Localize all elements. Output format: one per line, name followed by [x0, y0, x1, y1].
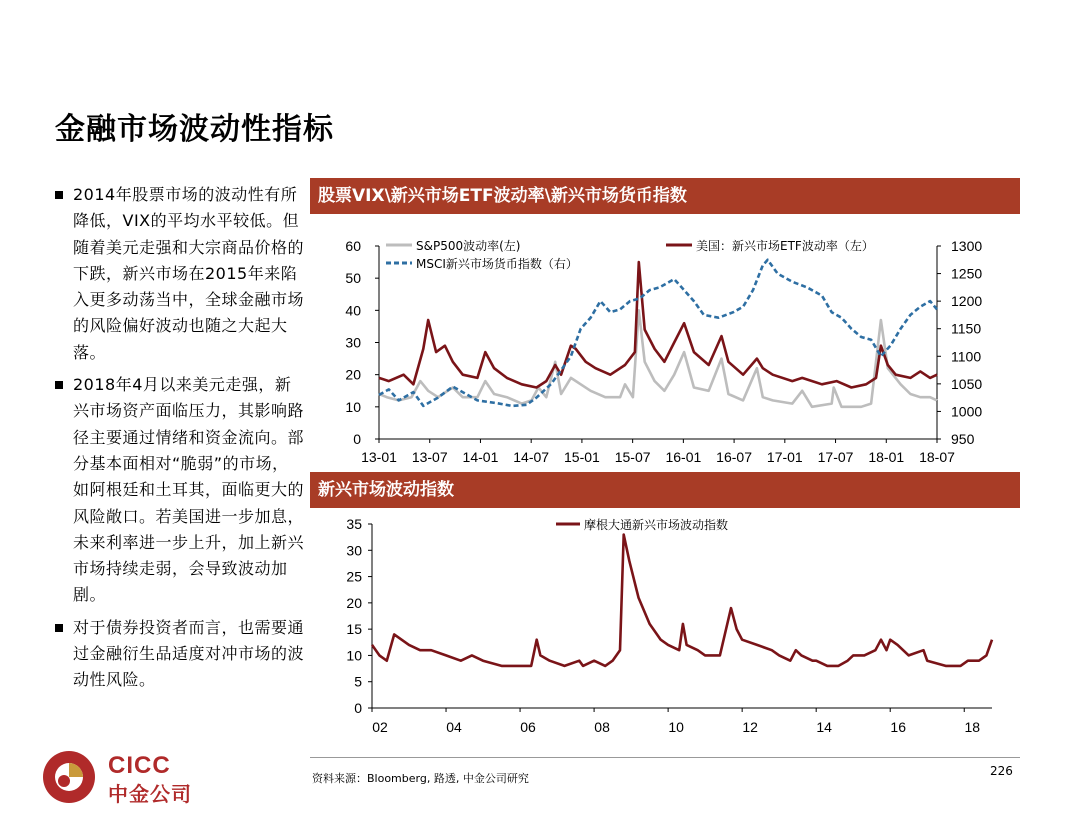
chart1-right-tick-label: 1250 — [951, 265, 983, 282]
chart2-x-tick-label: 02 — [372, 719, 388, 735]
logo-name-en: CICC — [108, 752, 171, 779]
chart2-y-tick-label: 5 — [354, 673, 362, 690]
chart1-x-tick-label: 15-07 — [614, 449, 651, 465]
bullet-text: 2018年4月以来美元走强，新兴市场资产面临压力，其影响路径主要通过情绪和资金流向。部分基本面相对“脆弱”的市场，如阿根廷和土耳其，面临更大的风险敞口。若美国进一步加息，未来利率进一步上升，加上新兴市场持续走弱，会导致波动加剧。 — [73, 375, 305, 605]
chart1-x-tick-label: 15-01 — [564, 449, 600, 465]
chart2-y-tick-label: 30 — [346, 542, 362, 559]
chart1-x-tick-label: 18-07 — [919, 449, 955, 465]
chart1-title-band: 股票VIX\新兴市场ETF波动率\新兴市场货币指数 — [310, 178, 1020, 214]
chart2-y-tick-label: 0 — [354, 700, 362, 716]
footer-divider — [310, 757, 1020, 758]
chart1-right-tick-label: 1050 — [951, 375, 983, 392]
chart1-x-tick-label: 17-01 — [766, 449, 803, 465]
chart1-left-tick-label: 10 — [345, 398, 361, 415]
chart2-y-tick-label: 15 — [346, 621, 362, 638]
chart1-legend-etf: 美国：新兴市场ETF波动率（左） — [696, 239, 874, 253]
bullet-text: 对于债券投资者而言，也需要通过金融衍生品适度对冲市场的波动性风险。 — [73, 617, 305, 690]
chart1-legend-msci: MSCI新兴市场货币指数（右） — [416, 257, 578, 271]
chart2-x-tick-label: 18 — [964, 719, 981, 735]
chart2-x-tick-label: 06 — [520, 719, 536, 735]
chart2-x-tick-label: 04 — [446, 719, 462, 735]
chart1-left-tick-label: 20 — [345, 366, 361, 383]
chart1-x-tick-label: 16-01 — [665, 449, 702, 465]
chart1-x-tick-label: 16-07 — [716, 449, 752, 465]
chart1-x-tick-label: 17-07 — [817, 449, 854, 465]
chart2-x-tick-label: 16 — [890, 719, 906, 735]
chart1-x-tick-label: 14-01 — [462, 449, 499, 465]
page-title: 金融市场波动性指标 — [55, 112, 334, 147]
chart2-x-tick-label: 14 — [816, 719, 832, 735]
chart1-right-tick-label: 950 — [951, 431, 975, 447]
chart1-legend-sp500: S&P500波动率(左) — [416, 239, 521, 253]
bullet-text: 2014年股票市场的波动性有所降低，VIX的平均水平较低。但随着美元走强和大宗商品价格的下跌，新兴市场在2015年来陷入更多动荡当中，全球金融市场的风险偏好波动也随之大起大落。 — [73, 185, 305, 362]
chart1-left-tick-label: 0 — [353, 431, 361, 447]
chart1-left-tick-label: 60 — [345, 238, 361, 254]
chart2-legend-label: 摩根大通新兴市场波动指数 — [584, 518, 729, 532]
chart1-series-solid-dark — [379, 262, 937, 387]
logo-name-cn: 中金公司 — [108, 782, 192, 806]
chart2-x-tick-label: 08 — [594, 719, 610, 735]
chart1-right-tick-label: 1300 — [951, 238, 983, 254]
chart1-right-tick-label: 1100 — [951, 348, 982, 365]
chart1-right-tick-label: 1000 — [951, 403, 983, 420]
page-number: 226 — [990, 764, 1013, 778]
chart2-y-tick-label: 20 — [346, 594, 362, 611]
source-note: 资料来源：Bloomberg, 路透, 中金公司研究 — [312, 772, 529, 785]
chart2-y-tick-label: 10 — [346, 647, 362, 664]
chart2-y-tick-label: 25 — [346, 568, 362, 585]
chart2-series-line — [372, 535, 992, 666]
chart1-right-tick-label: 1150 — [951, 320, 982, 337]
chart2-title-band: 新兴市场波动指数 — [310, 472, 1020, 508]
chart1-right-tick-label: 1200 — [951, 293, 983, 310]
chart1-left-tick-label: 40 — [345, 302, 361, 319]
chart2-y-tick-label: 35 — [346, 516, 362, 532]
chart1-left-tick-label: 50 — [345, 270, 361, 287]
chart1-left-tick-label: 30 — [345, 334, 361, 351]
chart2-x-tick-label: 10 — [668, 719, 684, 735]
chart2-x-tick-label: 12 — [742, 719, 758, 735]
chart1-x-tick-label: 18-01 — [868, 449, 905, 465]
chart1-x-tick-label: 13-01 — [361, 449, 397, 465]
chart1-x-tick-label: 13-07 — [411, 449, 448, 465]
chart1-x-tick-label: 14-07 — [513, 449, 550, 465]
